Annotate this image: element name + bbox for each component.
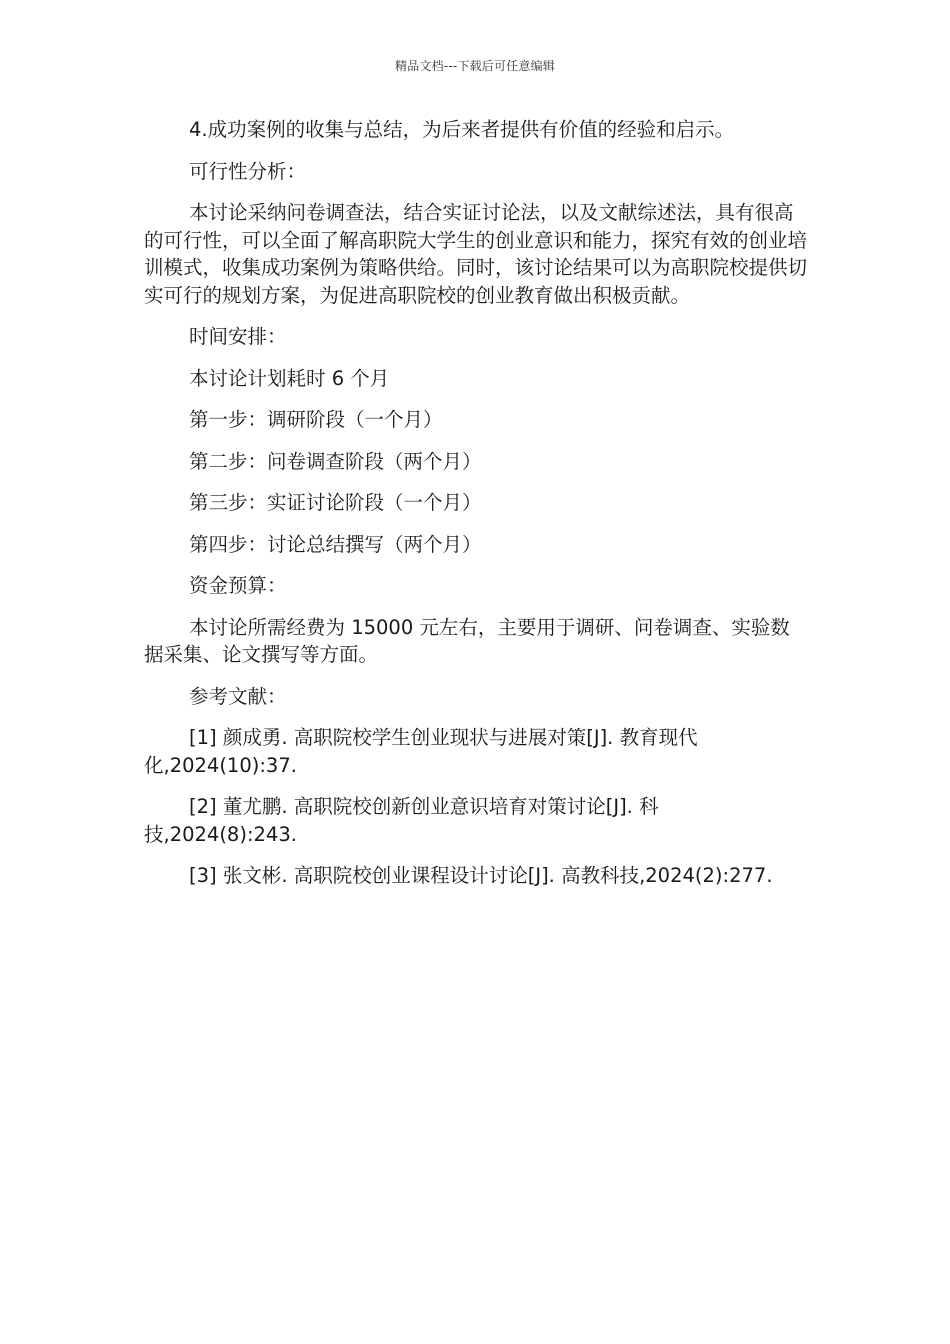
schedule-step-2: 第二步：问卷调查阶段（两个月） bbox=[189, 449, 482, 473]
paragraph-success-cases: 4.成功案例的收集与总结，为后来者提供有价值的经验和启示。 bbox=[189, 118, 735, 141]
heading-references: 参考文献： bbox=[189, 684, 287, 708]
paragraph-schedule-total: 本讨论计划耗时 6 个月 bbox=[189, 366, 390, 390]
schedule-step-1: 第一步：调研阶段（一个月） bbox=[189, 408, 443, 431]
reference-item-2: [2] 董尤鹏. 高职院校创新创业意识培育对策讨论[J]. 科技,2024(8):243. bbox=[144, 795, 659, 846]
paragraph-feasibility: 本讨论采纳问卷调查法，结合实证讨论法，以及文献综述法，具有很高的可行性，可以全面了解高职院大学生的创业意识和能力，探究有效的创业培训模式，收集成功案例为策略供给。同时，该讨论结果可以为高职院校提供切实可行的规划方案，为促进高职院校的创业教育做出积极贡献。 bbox=[144, 201, 808, 307]
page-header: 精品文档---下载后可任意编辑 bbox=[395, 59, 555, 73]
heading-feasibility: 可行性分析： bbox=[189, 159, 307, 183]
heading-budget: 资金预算： bbox=[189, 574, 287, 597]
reference-item-3: [3] 张文彬. 高职院校创业课程设计讨论[J]. 高教科技,2024(2):277. bbox=[189, 864, 773, 887]
schedule-step-4: 第四步：讨论总结撰写（两个月） bbox=[189, 532, 482, 556]
paragraph-budget: 本讨论所需经费为 15000 元左右，主要用于调研、问卷调查、实验数据采集、论文撰写等方面。 bbox=[144, 615, 790, 666]
heading-schedule: 时间安排： bbox=[189, 325, 287, 348]
document-body bbox=[144, 116, 808, 904]
reference-item-1: [1] 颜成勇. 高职院校学生创业现状与进展对策[J]. 教育现代化,2024(10):37. bbox=[144, 726, 698, 777]
schedule-step-3: 第三步：实证讨论阶段（一个月） bbox=[189, 491, 482, 514]
